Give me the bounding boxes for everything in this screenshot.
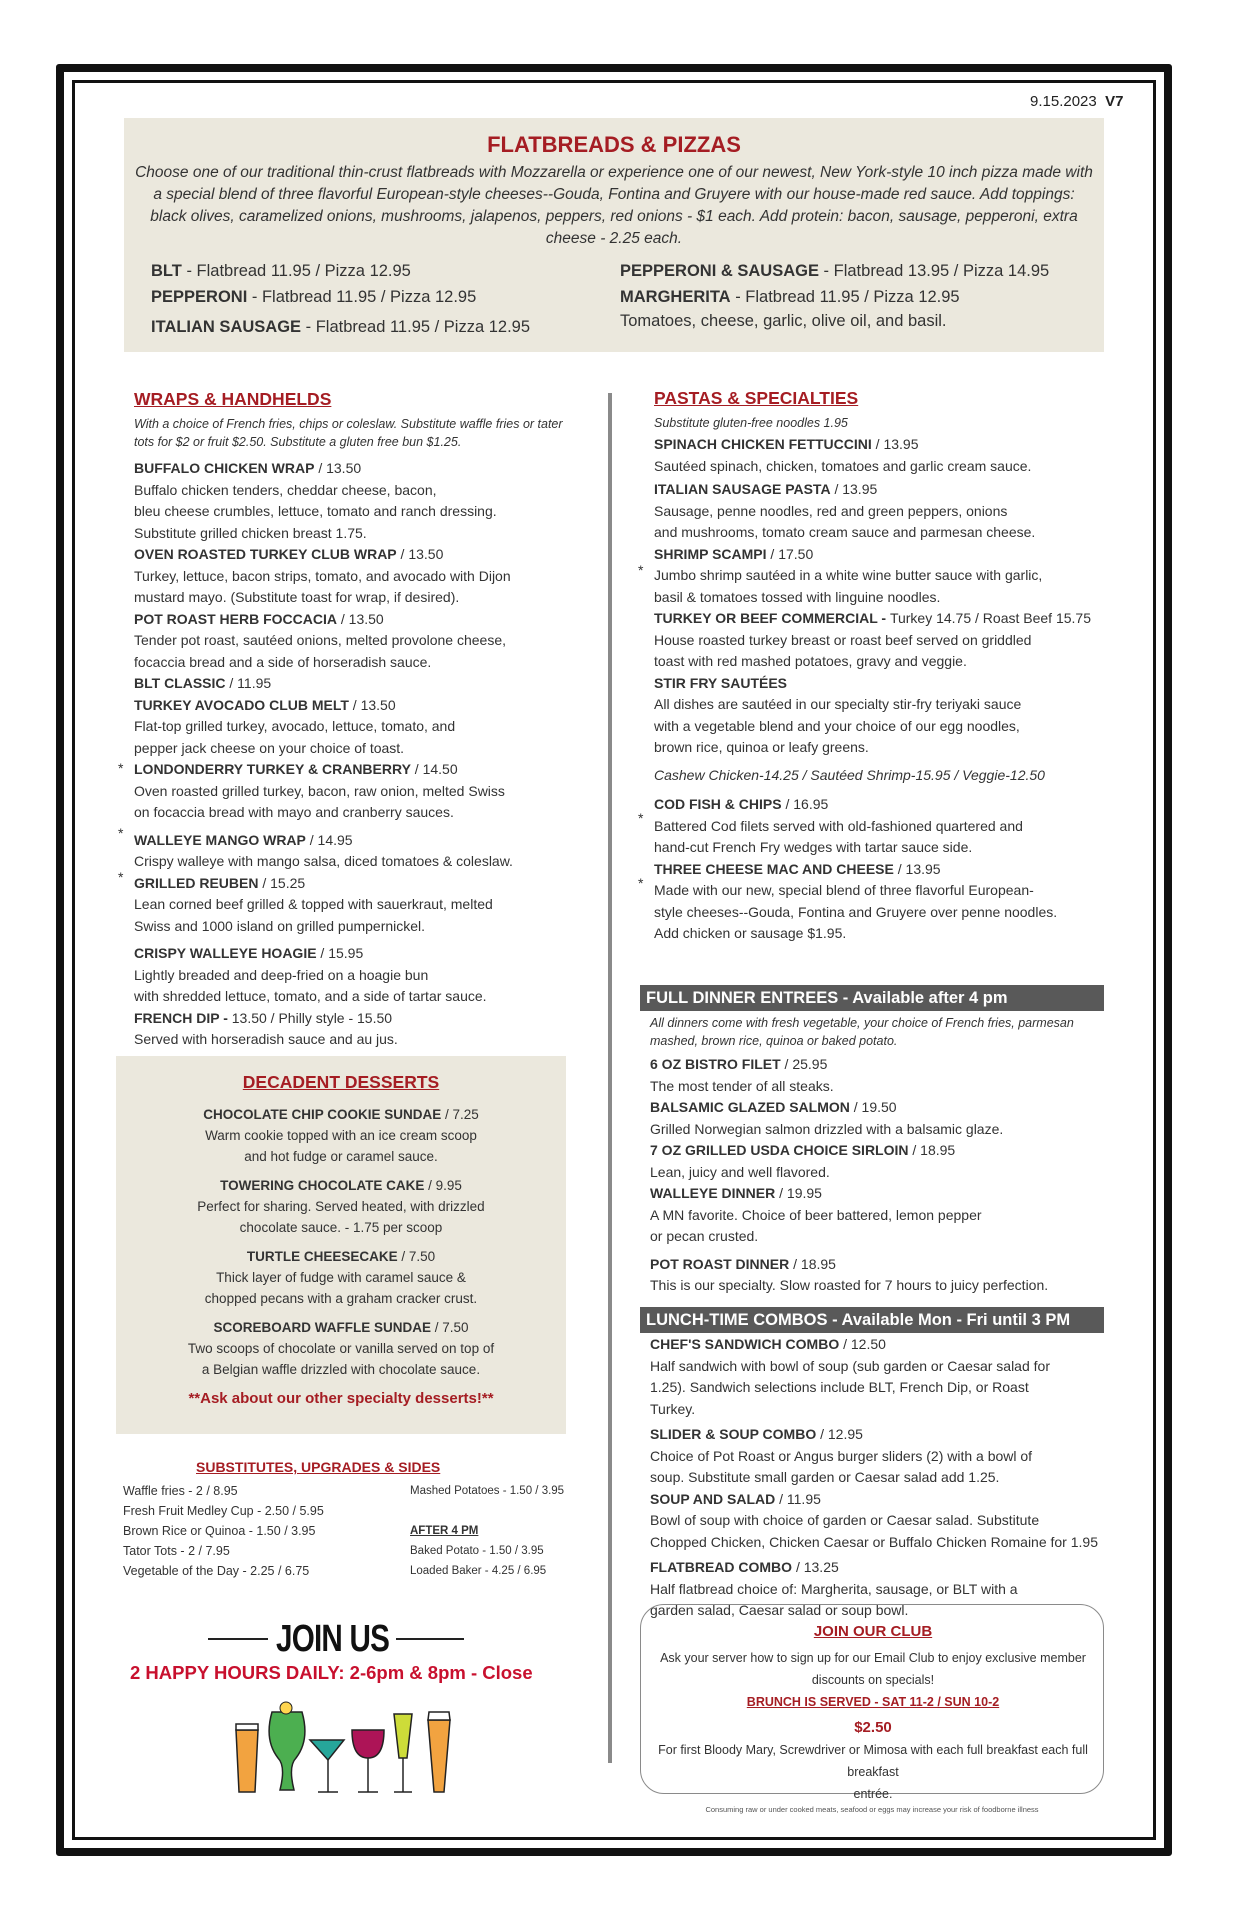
join-rule-right [396,1638,464,1640]
menu-item: STIR FRY SAUTÉES [654,674,788,691]
menu-item: CRISPY WALLEYE HOAGIE / 15.95 [134,945,364,961]
menu-item: THREE CHEESE MAC AND CHEESE / 13.95 [654,860,941,877]
menu-item: 7 OZ GRILLED USDA CHOICE SIRLOIN / 18.95 [650,1142,956,1158]
subs-title: SUBSTITUTES, UPGRADES & SIDES [196,1459,441,1475]
dessert-item: SCOREBOARD WAFFLE SUNDAE / 7.50 [213,1320,469,1335]
menu-item: BLT CLASSIC / 11.95 [134,675,272,691]
menu-item: GRILLED REUBEN / 15.25 [134,874,306,891]
join-rule-left [208,1638,268,1640]
menu-item: BUFFALO CHICKEN WRAP / 13.50 [134,460,362,476]
dinner-list: 6 OZ BISTRO FILET / 25.95 The most tender of all steaks. BALSAMIC GLAZED SALMON / 19.50 Grilled Norwegian salmon drizzled with a balsamic glaze. 7 OZ GRILLED USDA CHOICE SIRLOIN / 18.95 Lean, juicy and well flavored. WALLEYE DINNER / 19.95 A MN favorite. Choice of beer battered, lemon pepper or pecan crusted. POT ROAST DINNER / 18.95 This is our specialty. Slow roasted for 7 hours to juicy perfection. [650,1054,1100,1297]
menu-item: SHRIMP SCAMPI / 17.50 [654,545,814,562]
pilsner-glass-icon [428,1712,450,1792]
dinner-bar: FULL DINNER ENTREES - Available after 4 pm [640,985,1104,1011]
club-text: discounts on specials! [811,1673,935,1687]
dessert-item: CHOCOLATE CHIP COOKIE SUNDAE / 7.25 [203,1107,479,1122]
wraps-note: With a choice of French fries, chips or coleslaw. Substitute waffle fries or tater tots for $2 or fruit $2.50. Substitute a gluten free bun $1.25. [134,417,563,449]
brunch-hours: BRUNCH IS SERVED - SAT 11-2 / SUN 10-2 [746,1695,1000,1709]
margarita-glass-icon [310,1740,344,1792]
desserts-title: DECADENT DESSERTS [242,1072,440,1092]
wine-glass-icon [352,1730,384,1792]
flatbread-item: ITALIAN SAUSAGE - Flatbread 11.95 / Pizza 12.95 [151,318,531,336]
pastas-title: PASTAS & SPECIALTIES [654,388,859,408]
flatbread-item: PEPPERONI & SAUSAGE - Flatbread 13.95 / Pizza 14.95 [620,262,1050,280]
menu-item: COD FISH & CHIPS / 16.95 [654,796,829,812]
pastas-note: Substitute gluten-free noodles 1.95 [654,416,848,430]
pastas-list: SPINACH CHICKEN FETTUCCINI / 13.95 Sautéed spinach, chicken, tomatoes and garlic cream sauce. ITALIAN SAUSAGE PASTA / 13.95 Sausage, penne noodles, red and green peppers, onions and mushrooms, tomato cream sauce and parmesan cheese. SHRIMP SCAMPI / 17.50 Jumbo shrimp sautéed in a white wine butter sauce with garlic, basil & tomatoes tossed with linguine noodles. TURKEY OR BEEF COMMERCIAL - Turkey 14.75 / Roast Beef 15.75 House roasted turkey breast or roast beef served on griddled toast with red mashed potatoes, gravy and veggie. STIR FRY SAUTÉES All dishes are sautéed in our specialty stir-fry teriyaki sauce with a vegetable blend and your choice of our egg noodles, brown rice, quinoa or leafy greens. Cashew Chicken-14.25 / Sautéed Shrimp-15.95 / Veggie-12.50 COD FISH & CHIPS / 16.95 Battered Cod filets served with old-fashioned quartered and hand-cut French Fry wedges with tartar sauce side. THREE CHEESE MAC AND CHEESE / 13.95 Made with our new, special blend of three flavorful European- style cheeses--Gouda, Fontina and Gruyere over penne noodles. Add chicken or sausage $1.95. [654,434,1104,945]
dinner-note: All dinners come with fresh vegetable, your choice of French fries, parmesan mashed, brown rice, quinoa or baked potato. [650,1016,1074,1048]
club-section [640,1604,1104,1801]
flatbread-item: BLT - Flatbread 11.95 / Pizza 12.95 [151,262,411,280]
champagne-flute-icon [394,1714,412,1792]
flatbread-item: PEPPERONI - Flatbread 11.95 / Pizza 12.95 [151,288,477,306]
stir-fry-options: Cashew Chicken-14.25 / Sautéed Shrimp-15.95 / Veggie-12.50 [654,766,1045,783]
asterisk-mark: * [118,760,124,776]
menu-item: WALLEYE MANGO WRAP / 14.95 [134,831,353,848]
club-text: For first Bloody Mary, Screwdriver or Mimosa with each full breakfast each full breakfast [658,1743,1088,1779]
asterisk-mark: * [638,810,644,826]
menu-item: WALLEYE DINNER / 19.95 [650,1185,822,1201]
wraps-list: BUFFALO CHICKEN WRAP / 13.50 Buffalo chicken tenders, cheddar cheese, bacon, bleu cheese crumbles, lettuce, tomato and ranch dressing. Substitute grilled chicken breast 1.75. OVEN ROASTED TURKEY CLUB WRAP / 13.50 Turkey, lettuce, bacon strips, tomato, and avocado with Dijon mustard mayo. (Substitute toast for wrap, if desired). POT ROAST HERB FOCCACIA / 13.50 Tender pot roast, sautéed onions, melted provolone cheese, focaccia bread and a side of horseradish sauce. BLT CLASSIC / 11.95 TURKEY AVOCADO CLUB MELT / 13.50 Flat-top grilled turkey, avocado, lettuce, tomato, and pepper jack cheese on your choice of toast. LONDONDERRY TURKEY & CRANBERRY / 14.50 Oven roasted grilled turkey, bacon, raw onion, melted Swiss on focaccia bread with mayo and cranberry sauces. WALLEYE MANGO WRAP / 14.95 Crispy walleye with mango salsa, diced tomatoes & coleslaw. GRILLED REUBEN / 15.25 Lean corned beef grilled & topped with sauerkraut, melted Swiss and 1000 island on grilled pumpernickel. CRISPY WALLEYE HOAGIE / 15.95 Lightly breaded and deep-fried on a hoagie bun with shredded lettuce, tomato, and a side of tartar sauce. FRENCH DIP - 13.50 / Philly style - 15.50 Served with horseradish sauce and au jus. [134,458,594,1051]
menu-item: POT ROAST HERB FOCCACIA / 13.50 [134,610,384,627]
beer-glass-icon [236,1724,258,1792]
menu-item: BALSAMIC GLAZED SALMON / 19.50 [650,1099,897,1115]
cocktail-illustration [228,1700,468,1800]
dessert-item: TURTLE CHEESECAKE / 7.50 [246,1249,436,1264]
asterisk-mark: * [118,869,124,885]
join-title: JOIN US [276,1618,390,1660]
menu-item: ITALIAN SAUSAGE PASTA / 13.95 [654,481,878,497]
menu-item: POT ROAST DINNER / 18.95 [650,1255,836,1272]
club-title: JOIN OUR CLUB [813,1623,933,1640]
wraps-title: WRAPS & HANDHELDS [134,389,332,409]
margherita-desc: Tomatoes, cheese, garlic, olive oil, and basil. [620,312,947,330]
flatbreads-title: FLATBREADS & PIZZAS [487,132,741,157]
desserts-ask: **Ask about our other specialty desserts!** [188,1390,494,1407]
column-divider [608,393,612,1763]
menu-item: SPINACH CHICKEN FETTUCCINI / 13.95 [654,436,919,452]
desserts-section [116,1056,566,1434]
asterisk-mark: * [638,562,644,578]
menu-item: CHEF'S SANDWICH COMBO / 12.50 [650,1336,886,1352]
menu-item: SLIDER & SOUP COMBO / 12.95 [650,1426,863,1442]
asterisk-mark: * [118,825,124,841]
subs-right: Mashed Potatoes - 1.50 / 3.95 AFTER 4 PM Baked Potato - 1.50 / 3.95 Loaded Baker - 4.25 / 6.95 [410,1485,565,1577]
desserts-list: CHOCOLATE CHIP COOKIE SUNDAE / 7.25 Warm cookie topped with an ice cream scoop and hot fudge or caramel sauce. TOWERING CHOCOLATE CAKE / 9.95 Perfect for sharing. Served heated, with drizzled chocolate sauce. - 1.75 per scoop TURTLE CHEESECAKE / 7.50 Thick layer of fudge with caramel sauce & chopped pecans with a graham cracker crust. SCOREBOARD WAFFLE SUNDAE / 7.50 Two scoops of chocolate or vanilla served on top of a Belgian waffle drizzled with chocolate sauce. [116,1104,566,1380]
club-price: $2.50 [854,1719,892,1736]
club-text: entrée. [853,1787,893,1801]
menu-item: TURKEY AVOCADO CLUB MELT / 13.50 [134,696,396,713]
version-stamp: 9.15.2023 V7 [1030,93,1124,110]
menu-item: FRENCH DIP - 13.50 / Philly style - 15.50 [134,1009,393,1026]
happy-hours: 2 HAPPY HOURS DAILY: 2-6pm & 8pm - Close [130,1662,533,1683]
lunch-list: CHEF'S SANDWICH COMBO / 12.50 Half sandwich with bowl of soup (sub garden or Caesar salad for 1.25). Sandwich selections include BLT, French Dip, or Roast Turkey. SLIDER & SOUP COMBO / 12.95 Choice of Pot Roast or Angus burger sliders (2) with a bowl of soup. Substitute small garden or Caesar salad add 1.25. SOUP AND SALAD / 11.95 Bowl of soup with choice of garden or Caesar salad. Substitute Chopped Chicken, Chicken Caesar or Buffalo Chicken Romaine for 1.95 FLATBREAD COMBO / 13.25 Half flatbread choice of: Margherita, sausage, or BLT with a garden salad, Caesar salad or soup bowl. [650,1334,1105,1622]
menu-item: OVEN ROASTED TURKEY CLUB WRAP / 13.50 [134,546,444,562]
menu-item: SOUP AND SALAD / 11.95 [650,1490,821,1507]
food-disclaimer: Consuming raw or under cooked meats, seafood or eggs may increase your risk of foodborne illness [705,1805,1039,1814]
menu-item: 6 OZ BISTRO FILET / 25.95 [650,1056,828,1072]
subs-left: Waffle fries - 2 / 8.95 Fresh Fruit Medley Cup - 2.50 / 5.95 Brown Rice or Quinoa - 1.50 / 3.95 Tator Tots - 2 / 7.95 Vegetable of the Day - 2.25 / 6.75 [123,1484,324,1578]
hurricane-glass-icon [269,1702,305,1790]
dessert-item: TOWERING CHOCOLATE CAKE / 9.95 [220,1178,462,1193]
lunch-bar: LUNCH-TIME COMBOS - Available Mon - Fri until 3 PM [640,1307,1104,1333]
asterisk-mark: * [638,875,644,891]
flatbreads-section [124,118,1104,352]
club-text: Ask your server how to sign up for our Email Club to enjoy exclusive member [660,1651,1086,1665]
flatbread-item: MARGHERITA - Flatbread 11.95 / Pizza 12.95 [620,288,960,306]
menu-item: FLATBREAD COMBO / 13.25 [650,1559,839,1575]
flatbreads-intro: Choose one of our traditional thin-crust flatbreads with Mozzarella or experience one of our newest, New York-style 10 inch pizza made with a special blend of three flavorful European-style cheeses--Gouda, Fontina and Gruyere with our house-made red sauce. Add toppings: black olives, caramelized onions, mushrooms, jalapenos, peppers, red onions - $1 each. Add protein: bacon, sausage, pepperoni, extra cheese - 2.25 each. [135,164,1093,247]
menu-item: LONDONDERRY TURKEY & CRANBERRY / 14.50 [134,761,458,777]
menu-item: TURKEY OR BEEF COMMERCIAL - Turkey 14.75 / Roast Beef 15.75 [654,610,1091,626]
